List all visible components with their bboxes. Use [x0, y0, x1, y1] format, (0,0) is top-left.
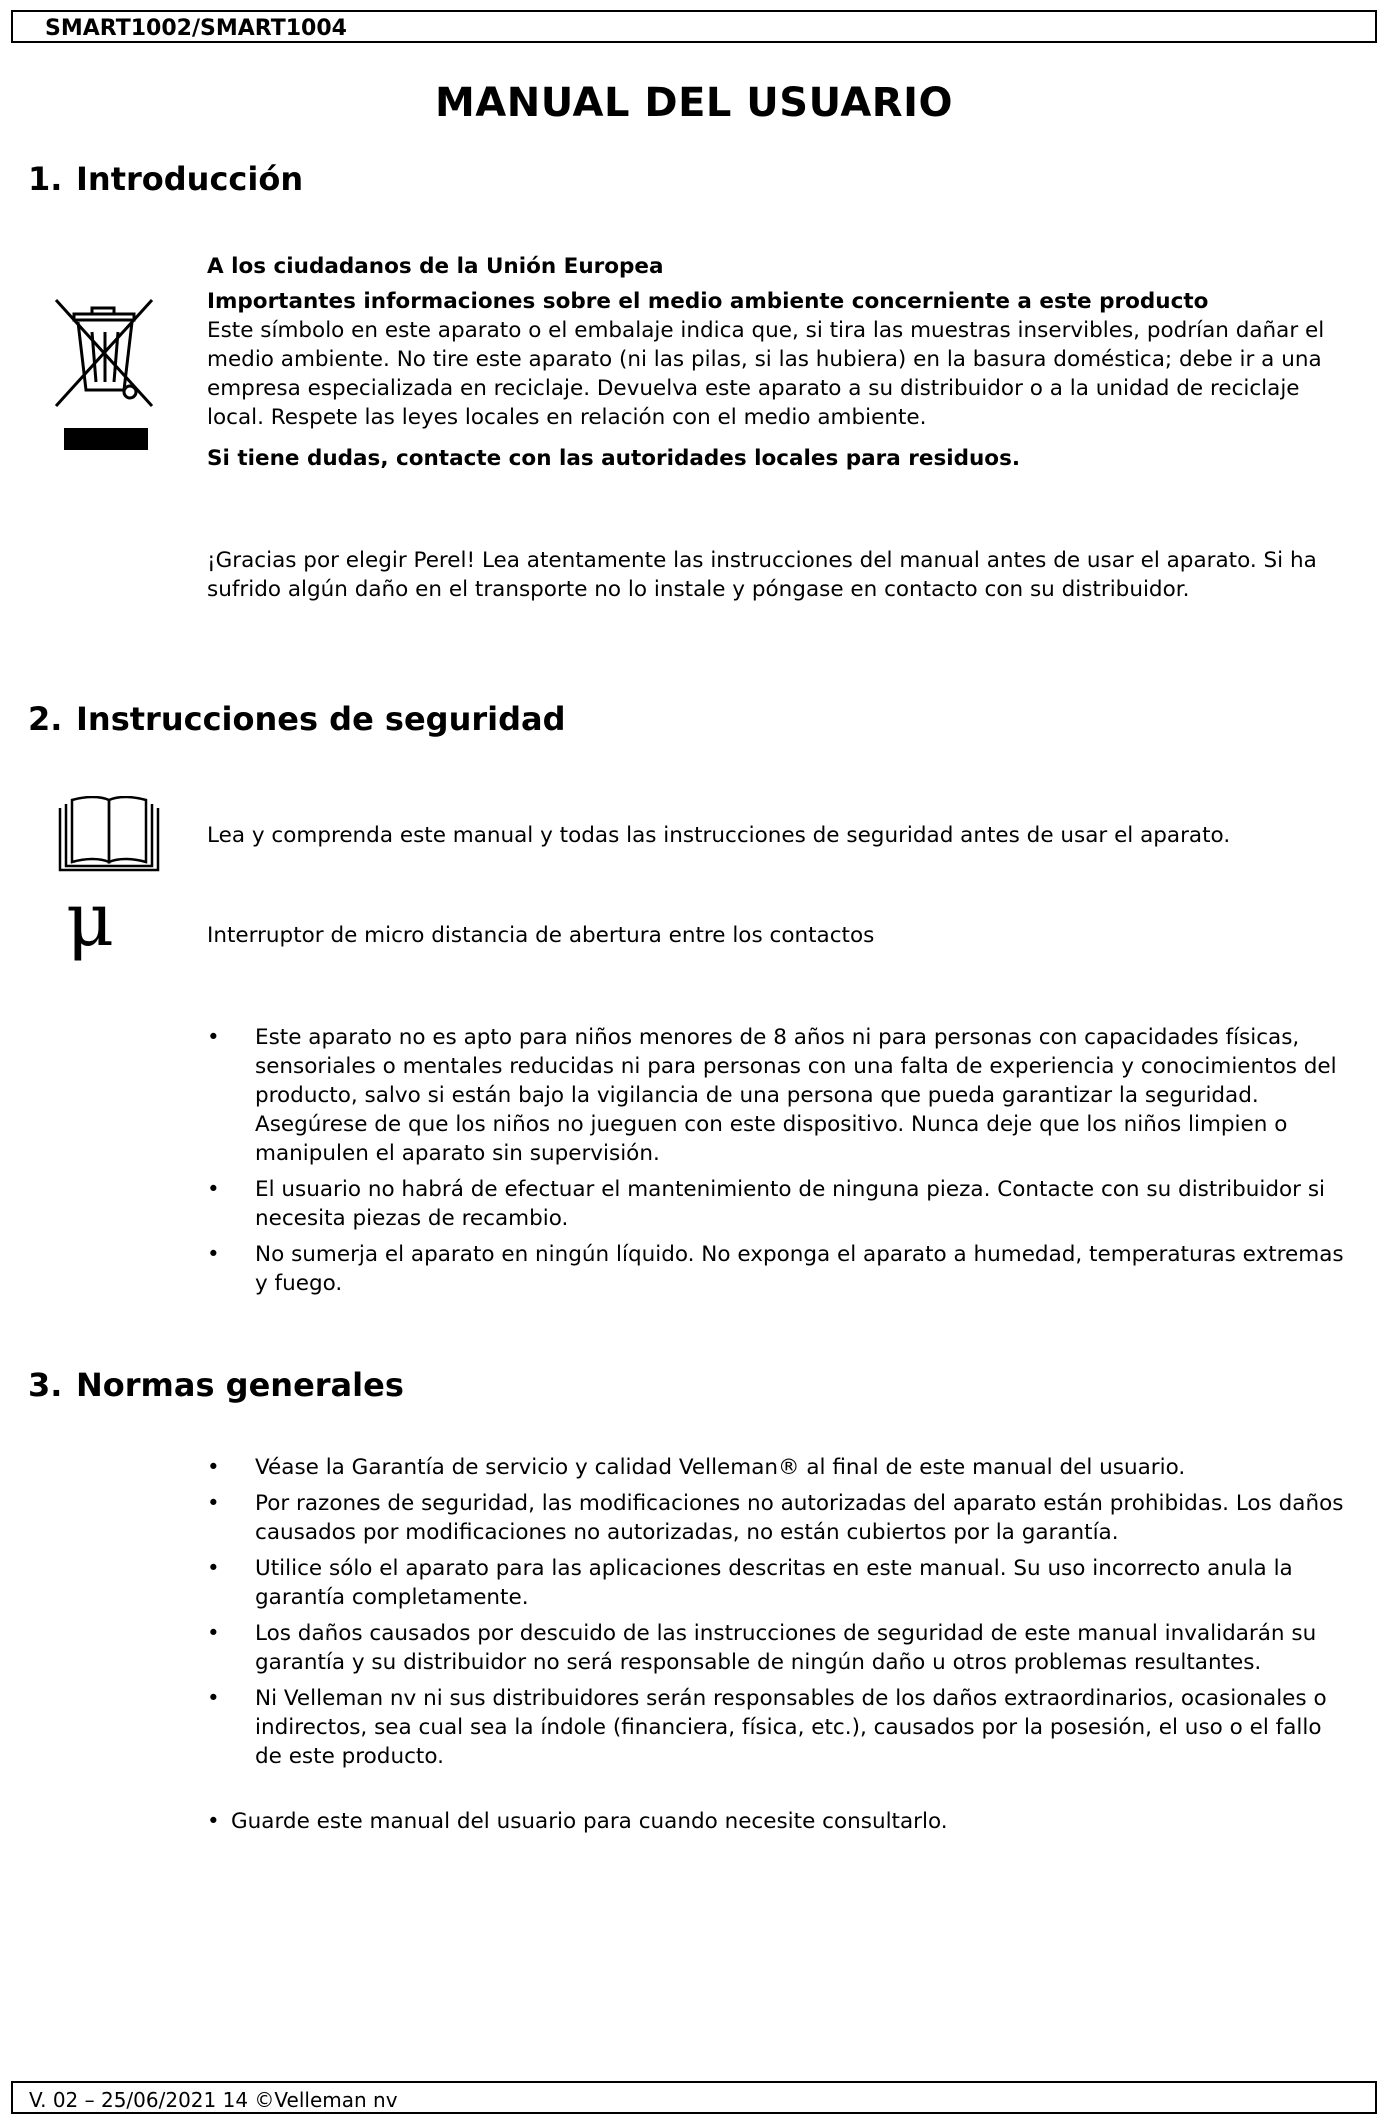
list-item: • Ni Velleman nv ni sus distribuidores serán responsables de los daños extraordinarios, ocasionales o indirectos, sea cual sea la índole (financiera, física, etc.), causados por la posesión, el uso o el fallo de este producto.	[207, 1684, 1347, 1771]
page-title: MANUAL DEL USUARIO	[435, 80, 953, 126]
list-item: • Los daños causados por descuido de las instrucciones de seguridad de este manual invalidarán su garantía y su distribuidor no será responsable de ningún daño u otros problemas resultantes.	[207, 1619, 1347, 1677]
list-item: • Utilice sólo el aparato para las aplicaciones descritas en este manual. Su uso incorrecto anula la garantía completamente.	[207, 1554, 1347, 1612]
section-1-title: Introducción	[76, 160, 304, 198]
section-3-title: Normas generales	[76, 1366, 404, 1404]
safety-bullets	[207, 1023, 1347, 1305]
section-1-heading	[28, 160, 303, 198]
section-3-heading	[28, 1366, 404, 1404]
general-bullets	[207, 1453, 1347, 1778]
last-bullet	[207, 1807, 1347, 1843]
eu-notice	[207, 252, 1347, 473]
section-1-number: 1.	[28, 160, 63, 198]
list-item: • Guarde este manual del usuario para cuando necesite consultarlo.	[207, 1807, 1347, 1836]
list-item: • No sumerja el aparato en ningún líquido. No exponga el aparato a humedad, temperaturas extremas y fuego.	[207, 1240, 1347, 1298]
general-bullet-list	[207, 1453, 1347, 1771]
env-text: Este símbolo en este aparato o el embalaje indica que, si tira las muestras inservibles, podrían dañar el medio ambiente. No tire este aparato (ni las pilas, si las hubiera) en la basura doméstica; debe ir a una empresa especializada en reciclaje. Devuelva este aparato a su distribuidor o a la unidad de reciclaje local. Respete las leyes locales en relación con el medio ambiente.	[207, 318, 1325, 430]
list-item: • Este aparato no es apto para niños menores de 8 años ni para personas con capacidades físicas, sensoriales o mentales reducidas ni para personas con una falta de experiencia y conocimientos del producto, salvo si están bajo la vigilancia de una persona que pueda garantizar la seguridad. Asegúrese de que los niños no jueguen con este dispositivo. Nunca deje que los niños limpien o manipulen el aparato sin supervisión.	[207, 1023, 1347, 1168]
page-header	[11, 10, 1377, 43]
model-number: SMART1002/SMART1004	[45, 16, 347, 41]
section-2-number: 2.	[28, 700, 63, 738]
section-2-title: Instrucciones de seguridad	[76, 700, 566, 738]
thanks-paragraph	[207, 546, 1347, 604]
env-heading: Importantes informaciones sobre el medio ambiente concerniente a este producto	[207, 289, 1209, 314]
section-3-number: 3.	[28, 1366, 63, 1404]
doubts-text: Si tiene dudas, contacte con las autoridades locales para residuos.	[207, 446, 1021, 471]
micro-switch-text: Interruptor de micro distancia de abertura entre los contactos	[207, 923, 875, 948]
weee-crossed-bin-icon	[52, 298, 162, 458]
safety-bullet-list	[207, 1023, 1347, 1298]
read-manual-text: Lea y comprenda este manual y todas las instrucciones de seguridad antes de usar el aparato.	[207, 823, 1231, 848]
thanks-text: ¡Gracias por elegir Perel! Lea atentamente las instrucciones del manual antes de usar el aparato. Si ha sufrido algún daño en el transporte no lo instale y póngase en contacto con su distribuidor.	[207, 548, 1317, 602]
section-2-heading	[28, 700, 566, 738]
list-item: • El usuario no habrá de efectuar el mantenimiento de ninguna pieza. Contacte con su distribuidor si necesita piezas de recambio.	[207, 1175, 1347, 1233]
footer-text: V. 02 – 25/06/2021 14 ©Velleman nv	[29, 2088, 398, 2112]
micro-switch-icon: μ	[66, 877, 115, 963]
list-item: • Véase la Garantía de servicio y calidad Velleman® al final de este manual del usuario.	[207, 1453, 1347, 1482]
eu-heading: A los ciudadanos de la Unión Europea	[207, 254, 664, 279]
read-manual-book-icon	[56, 796, 162, 874]
list-item: • Por razones de seguridad, las modificaciones no autorizadas del aparato están prohibidas. Los daños causados por modificaciones no autorizadas, no están cubiertos por la garantía.	[207, 1489, 1347, 1547]
page-footer	[11, 2081, 1377, 2114]
